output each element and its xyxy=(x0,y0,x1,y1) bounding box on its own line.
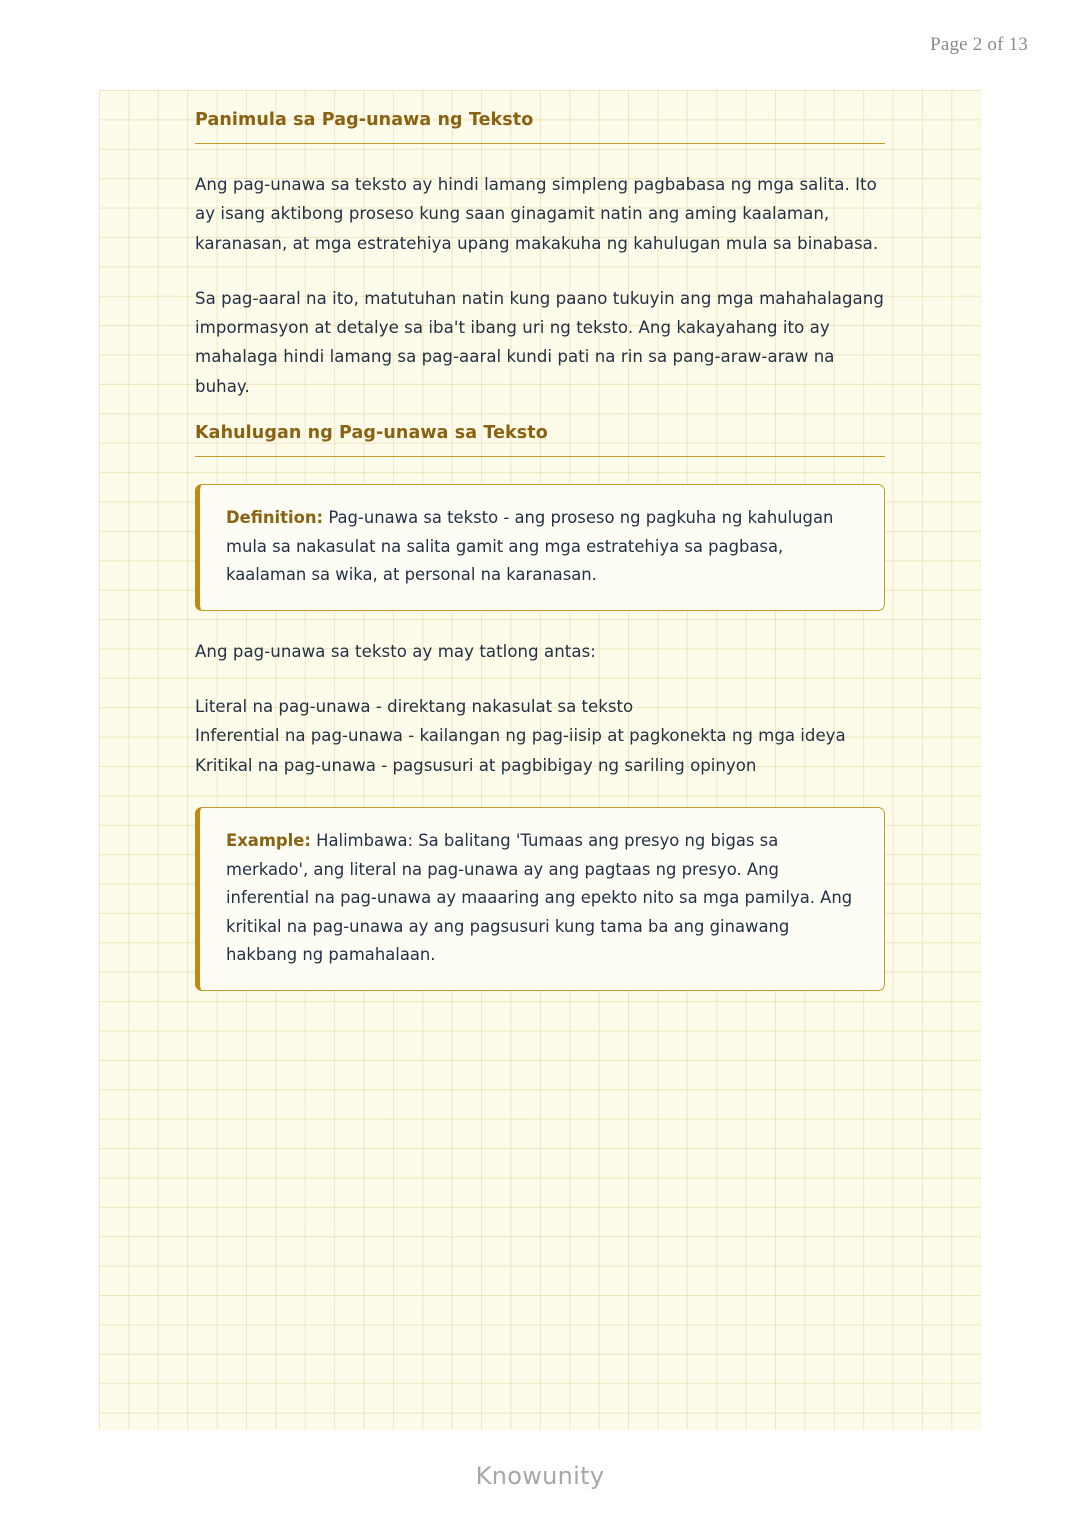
definition-callout xyxy=(195,484,885,611)
page-number: Page 2 of 13 xyxy=(930,34,1028,55)
watermark-knowunity: Knowunity xyxy=(475,1462,605,1490)
paragraph-intro-2: Sa pag-aaral na ito, matutuhan natin kung paano tukuyin ang mga mahahalagang impormasyon at detalye sa iba't ibang uri ng teksto. Ang kakayahang ito ay mahalaga hindi lamang sa pag-aaral kundi pati na rin sa pang-araw-araw na buhay. xyxy=(195,288,884,396)
definition-label: Definition: xyxy=(226,508,324,528)
section-heading-definition: Kahulugan ng Pag-unawa sa Teksto xyxy=(195,423,548,444)
example-callout xyxy=(195,807,885,991)
section-heading-intro: Panimula sa Pag-unawa ng Teksto xyxy=(195,110,534,130)
definition-text-block xyxy=(226,504,860,590)
example-body: Halimbawa: Sa balitang 'Tumaas ang presyo ng bigas sa merkado', ang literal na pag-unawa ay ang pagtaas ng presyo. Ang inferential na pag-unawa ay maaaring ang epekto nito sa mga pamilya. Ang kritikal na pag-unawa ay ang pagsusuri kung tama ba ang ginawang hakbang ng pamahalaan. xyxy=(226,831,853,965)
note-sheet xyxy=(99,90,981,1430)
paragraph-intro-1: Ang pag-unawa sa teksto ay hindi lamang simpleng pagbabasa ng mga salita. Ito ay isang aktibong proseso kung saan ginagamit natin ang aming kaalaman, karanasan, at mga estratehiya upang makakuha ng kahulugan mula sa binabasa. xyxy=(195,175,879,253)
list-item: Inferential na pag-unawa - kailangan ng pag-iisip at pagkonekta ng mga ideya xyxy=(195,726,846,746)
example-label: Example: xyxy=(226,831,311,851)
example-text-block xyxy=(226,827,860,970)
note-content xyxy=(195,100,885,991)
levels-intro: Ang pag-unawa sa teksto ay may tatlong antas: xyxy=(195,641,596,661)
heading-divider-2 xyxy=(195,456,885,457)
list-item: Literal na pag-unawa - direktang nakasulat sa teksto xyxy=(195,697,634,717)
definition-body: Pag-unawa sa teksto - ang proseso ng pagkuha ng kahulugan mula sa nakasulat na salita gamit ang mga estratehiya sa pagbasa, kaalaman sa wika, at personal na karanasan. xyxy=(226,508,834,585)
list-item: Kritikal na pag-unawa - pagsusuri at pagbibigay ng sariling opinyon xyxy=(195,755,757,775)
heading-divider xyxy=(195,143,885,144)
levels-list xyxy=(195,692,885,780)
